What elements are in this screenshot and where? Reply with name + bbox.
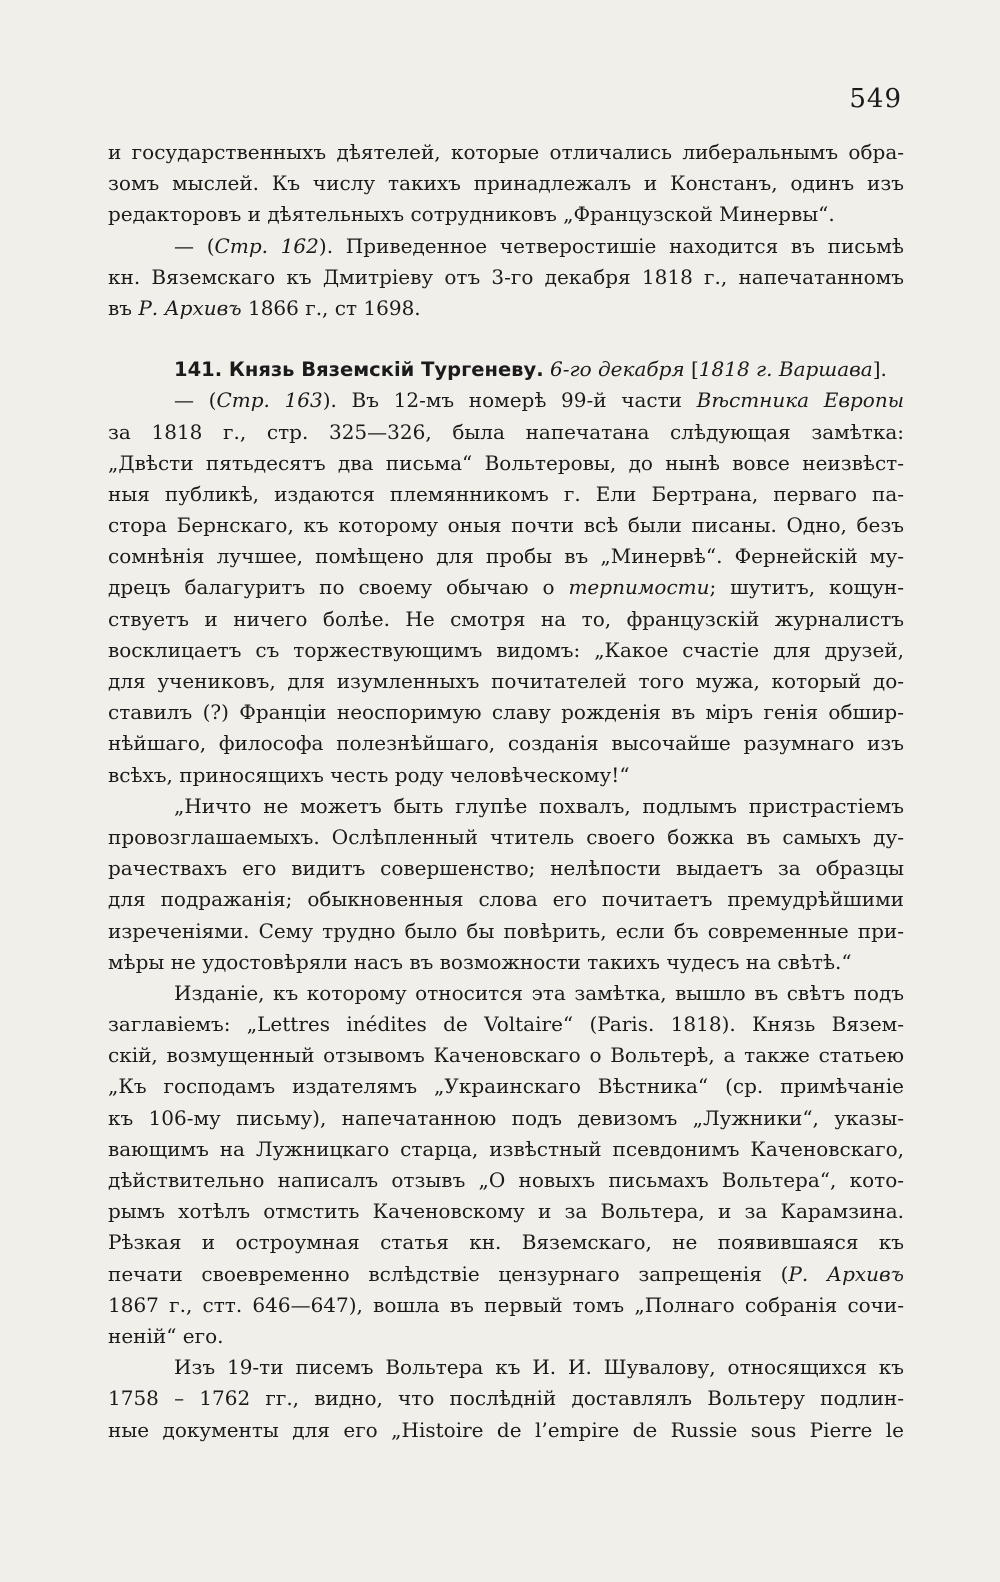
text-line: для подражанія; обыкновенныя слова его почитаетъ премудрѣйшими xyxy=(108,887,904,912)
text-line: всѣхъ, приносящихъ честь роду человѣческому!“ xyxy=(108,762,630,787)
text-line: заглавіемъ: „Lettres inédites de Voltaire“ (Paris. 1818). Князь Вязем- xyxy=(108,1012,904,1037)
text-line: ныя публикѣ, издаются племянникомъ г. Ели Бертрана, перваго па- xyxy=(108,481,904,506)
text-line: 1867 г., стт. 646—647), вошла въ первый томъ „Полнаго собранія сочи- xyxy=(108,1292,904,1317)
text-line: ствуетъ и ничего болѣе. Не смотря на то, французскій журналистъ xyxy=(108,606,904,631)
text-line: рымъ хотѣлъ отмстить Каченовскому и за Вольтера, и за Карамзина. xyxy=(108,1199,904,1224)
page-body xyxy=(108,137,904,1446)
text-line: редакторовъ и дѣятельныхъ сотрудниковъ „Французской Минервы“. xyxy=(108,202,835,227)
text-line: ные документы для его „Histoire de l’empire de Russie sous Pierre le xyxy=(108,1417,904,1442)
text-line: зомъ мыслей. Къ числу такихъ принадлежалъ и Констанъ, одинъ изъ xyxy=(108,171,904,196)
text-line: Рѣзкая и остроумная статья кн. Вяземскаго, не появившаяся къ xyxy=(108,1230,904,1255)
text-line: кн. Вяземскаго къ Дмитріеву отъ 3-го декабря 1818 г., напечатанномъ xyxy=(108,264,904,289)
text-line: Изданіе, къ которому относится эта замѣтка, вышло въ свѣтъ подъ xyxy=(174,980,904,1005)
text-line: рачествахъ его видитъ совершенство; нелѣпости выдаетъ за образцы xyxy=(108,856,904,881)
text-line: къ 106-му письму), напечатанною подъ девизомъ „Лужники“, указы- xyxy=(108,1105,904,1130)
text-line: — (Стр. 163). Въ 12-мъ номерѣ 99-й части Вѣстника Европы xyxy=(174,388,904,413)
text-line: восклицаетъ съ торжествующимъ видомъ: „Какое счастіе для друзей, xyxy=(108,637,904,662)
text-line: печати своевременно вслѣдствіе цензурнаго запрещенія (Р. Архивъ xyxy=(108,1261,904,1286)
text-line: неній“ его. xyxy=(108,1323,224,1348)
text-line: мѣры не удостовѣряли насъ въ возможности такихъ чудесъ на свѣтѣ.“ xyxy=(108,949,852,974)
text-line: дѣйствительно написалъ отзывъ „О новыхъ письмахъ Вольтера“, кото- xyxy=(108,1168,904,1192)
text-line: ставилъ (?) Франціи неоспоримую славу рожденія въ міръ генія обшир- xyxy=(108,700,904,725)
text-line: „Ничто не можетъ быть глупѣе похвалъ, подлымъ пристрастіемъ xyxy=(174,793,904,818)
letter-heading: 141. Князь Вяземскій Тургеневу. 6-го декабря [1818 г. Варшава]. xyxy=(174,357,887,382)
text-line: изреченіями. Сему трудно было бы повѣрить, если бъ современные при- xyxy=(108,918,904,943)
text-line: „Двѣсти пятьдесятъ два письма“ Вольтеровы, до нынѣ вовсе неизвѣст- xyxy=(108,450,904,475)
text-line: въ Р. Архивъ 1866 г., ст 1698. xyxy=(108,295,421,320)
text-line: „Къ господамъ издателямъ „Украинскаго Вѣстника“ (ср. примѣчаніе xyxy=(108,1074,904,1099)
text-line: Изъ 19-ти писемъ Вольтера къ И. И. Шувалову, относящихся къ xyxy=(174,1355,904,1380)
text-line: и государственныхъ дѣятелей, которые отличались либеральнымъ обра- xyxy=(108,140,904,164)
text-line: сомнѣнія лучшее, помѣщено для пробы въ „Минервѣ“. Фернейскій му- xyxy=(108,544,904,569)
text-line: провозглашаемыхъ. Ослѣпленный чтитель своего божка въ самыхъ ду- xyxy=(108,824,904,849)
text-line: — (Стр. 162). Приведенное четверостишіе находится въ письмѣ xyxy=(174,233,904,258)
text-line: скій, возмущенный отзывомъ Каченовскаго о Вольтерѣ, а также статьею xyxy=(108,1043,904,1068)
text-line: 1758 – 1762 гг., видно, что послѣдній доставлялъ Вольтеру подлин- xyxy=(108,1386,904,1411)
text-line: для учениковъ, для изумленныхъ почитателей того мужа, который до- xyxy=(108,669,904,693)
page-number: 549 xyxy=(849,84,902,114)
text-line: нѣйшаго, философа полезнѣйшаго, созданія высочайше разумнаго изъ xyxy=(108,731,904,756)
text-line: дрецъ балагуритъ по своему обычаю о терпимости; шутитъ, кощун- xyxy=(108,575,904,600)
text-line: стора Бернскаго, къ которому оныя почти всѣ были писаны. Одно, безъ xyxy=(108,513,904,538)
section-gap xyxy=(108,324,904,354)
text-line: за 1818 г., стр. 325—326, была напечатана слѣдующая замѣтка: xyxy=(108,419,904,444)
text-line: вающимъ на Лужницкаго старца, извѣстный псевдонимъ Каченовскаго, xyxy=(108,1136,904,1161)
